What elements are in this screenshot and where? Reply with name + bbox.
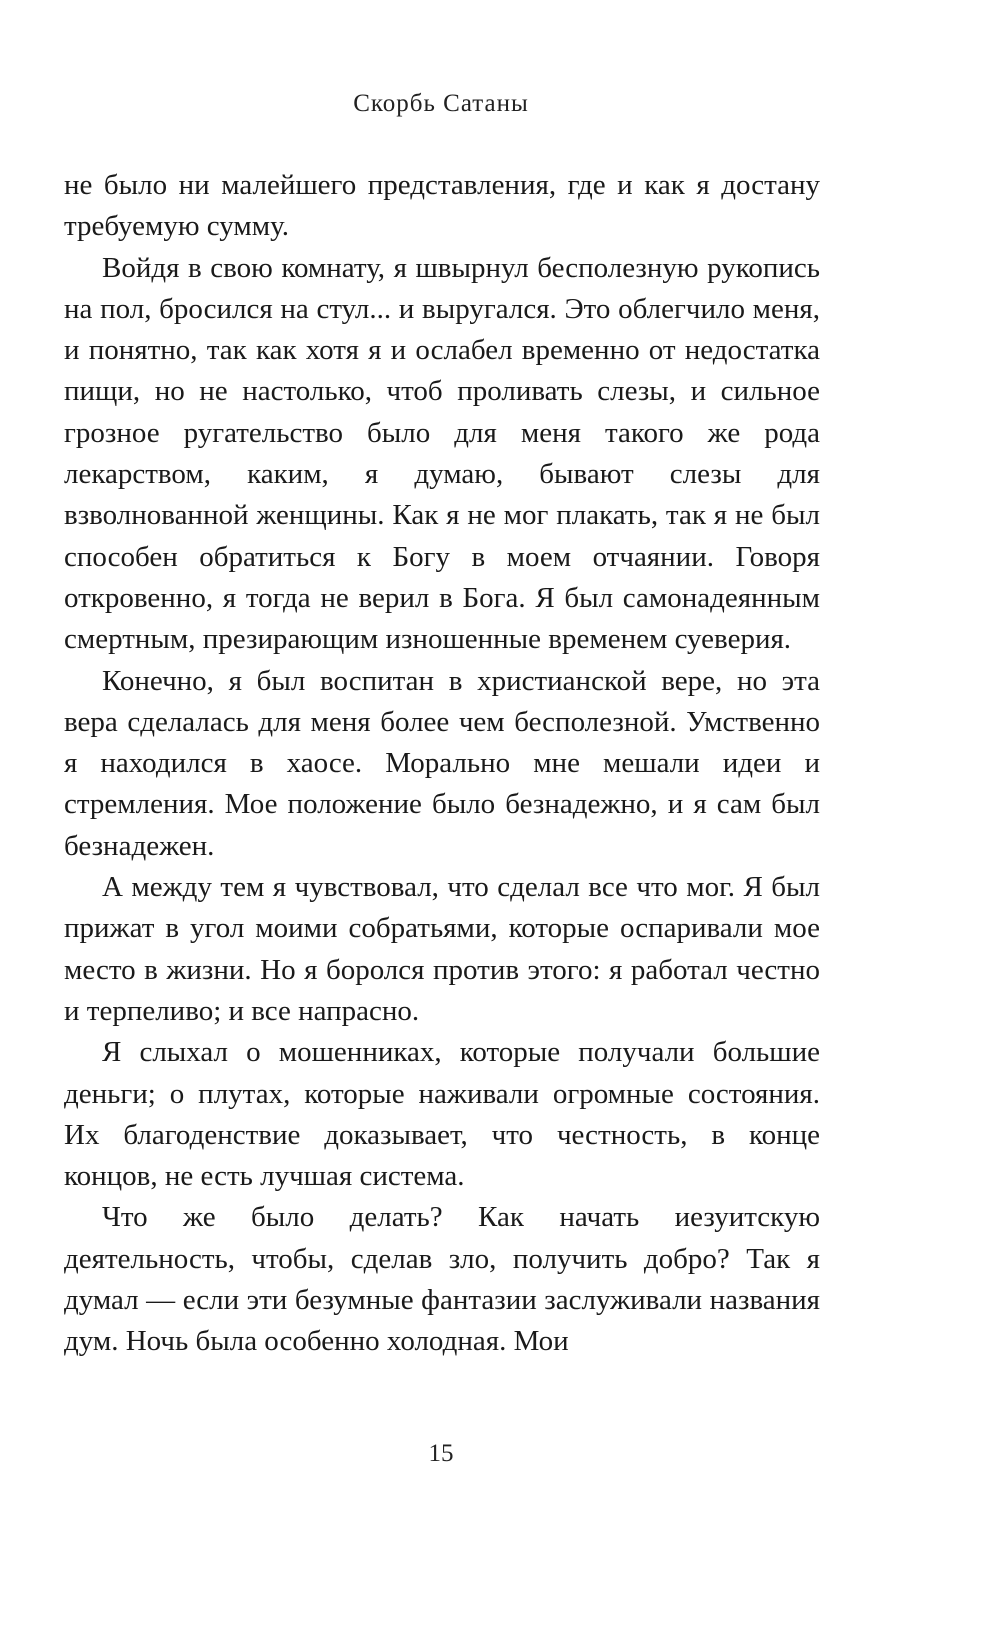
- paragraph: Что же было делать? Как начать иезуитскую деятельность, чтобы, сделав зло, получить добро? Так я думал — если эти безумные фантазии заслуживали названия дум. Ночь была особенно холодная. Мои: [64, 1201, 820, 1358]
- paragraph: Я слыхал о мошенниках, которые получали большие деньги; о плутах, которые наживали огромные состояния. Их благоденствие доказывает, что честность, в конце концов, не есть лучшая система.: [64, 1036, 820, 1193]
- paragraph: А между тем я чувствовал, что сделал все что мог. Я был прижат в угол моими собратьями, которые оспаривали мое место в жизни. Но я боролся против этого: я работал честно и терпеливо; и все напрасно.: [64, 871, 820, 1027]
- paragraph: Войдя в свою комнату, я швырнул бесполезную рукопись на пол, бросился на стул... и выругался. Это облегчило меня, и понятно, так как хотя я и ослабел временно от недостатка пищи, но не настолько, чтоб проливать слезы, и сильное грозное ругательство было для меня такого же рода лекарством, каким, я думаю, бывают слезы для взволнованной женщины. Как я не мог плакать, так я не был способен обратиться к Богу в моем отчаянии. Говоря откровенно, я тогда не верил в Бога. Я был самонадеянным смертным, презирающим изношенные временем суеверия.: [64, 251, 820, 656]
- body-text: [64, 165, 820, 1363]
- running-title: Скорбь Сатаны: [353, 90, 529, 117]
- page-number: 15: [428, 1440, 454, 1467]
- paragraph-continued: не было ни малейшего представления, где и как я достану требуемую сумму.: [64, 169, 820, 243]
- paragraph: Конечно, я был воспитан в христианской вере, но эта вера сделалась для меня более чем бесполезной. Умственно я находился в хаосе. Морально мне мешали идеи и стремления. Мое положение было безнадежно, и я сам был безнадежен.: [64, 664, 820, 862]
